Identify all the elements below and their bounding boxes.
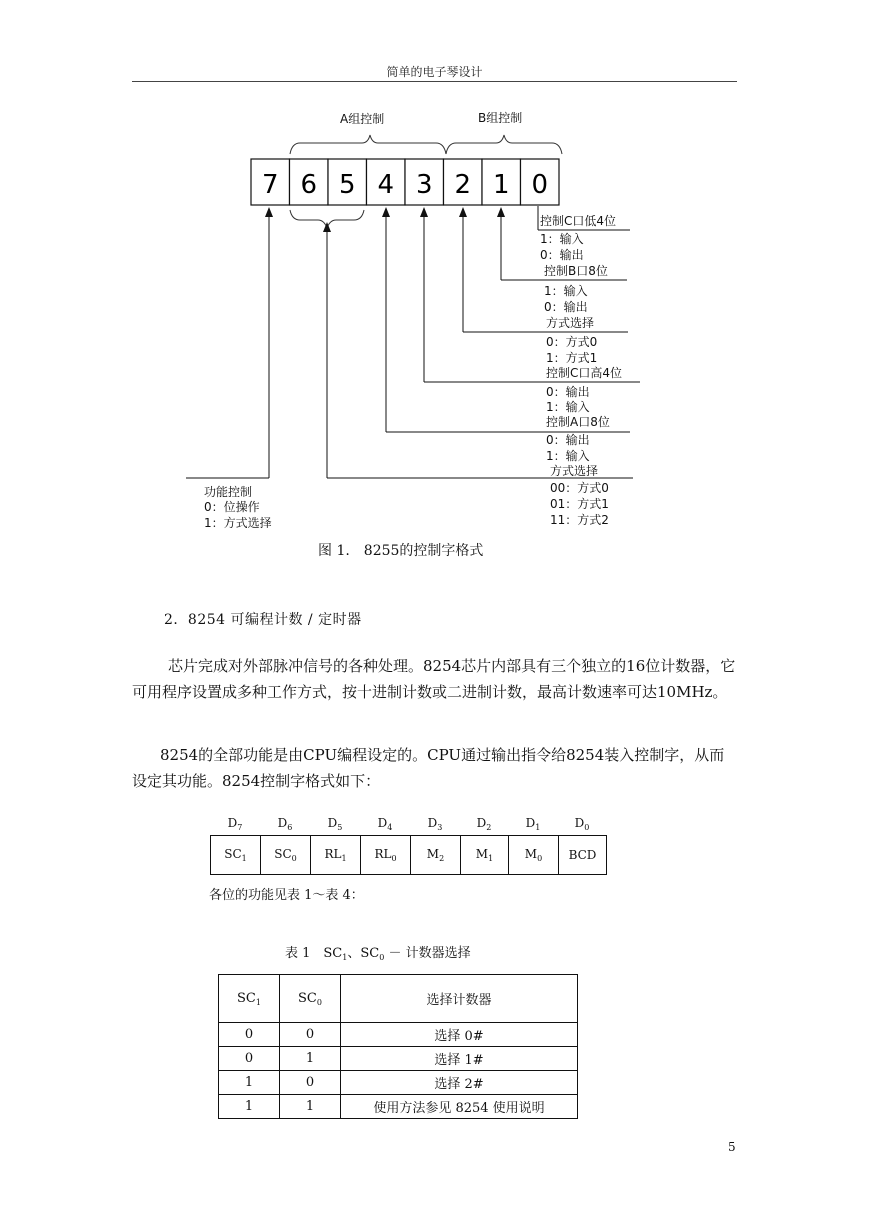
- table1-cell-sc0: 0: [280, 1023, 341, 1047]
- table1-counter-select: [218, 974, 578, 1119]
- paragraph-2: 8254的全部功能是由CPU编程设定的。CPU通过输出指令给8254装入控制字，从而设定其功能。8254控制字格式如下：: [132, 746, 725, 790]
- annotation-mode_b-1: 0：方式0: [546, 335, 598, 349]
- cw-cell-sc1: $SC_1$: [211, 836, 261, 875]
- table-row: [219, 1023, 578, 1047]
- bit-label-0: 0: [531, 170, 549, 200]
- bit-label-3: 3: [415, 170, 433, 200]
- table1-cell-sc0: 1: [280, 1095, 341, 1119]
- annotation-func-0: 功能控制: [204, 485, 253, 499]
- annotation-c_high-0: 控制C口高4位: [546, 366, 623, 380]
- table1-cell-desc: 选择 0#: [341, 1023, 578, 1047]
- table1-cell-desc: 选择 2#: [341, 1071, 578, 1095]
- cw-header-d4: $D_4$: [377, 816, 393, 832]
- cw-cell-sc0: $SC_0$: [261, 836, 311, 875]
- cw-header-d1: $D_1$: [525, 816, 541, 832]
- figure-8255-control-word: [0, 0, 869, 560]
- group-a-label: A组控制: [340, 112, 385, 126]
- table1-caption: 表 1 $SC_1$、$SC_0$ － 计数器选择: [285, 946, 471, 962]
- bit-label-6: 6: [300, 170, 318, 200]
- table-row: [219, 1095, 578, 1119]
- table-row: [219, 1047, 578, 1071]
- table1-cell-sc0: 1: [280, 1047, 341, 1071]
- annotation-a_8bit-2: 1：输入: [546, 449, 590, 463]
- cw-header-d5: $D_5$: [327, 816, 343, 832]
- table-reference-note: 各位的功能见表 1～表 4：: [209, 888, 364, 903]
- page-header-title: 简单的电子琴设计: [386, 65, 483, 79]
- annotation-c_low-1: 1：输入: [540, 232, 584, 246]
- cw-cell-m1: $M_1$: [461, 836, 509, 875]
- annotation-func-1: 0：位操作: [204, 500, 260, 514]
- annotation-mode_b-2: 1：方式1: [546, 351, 598, 365]
- annotation-mode_a-0: 方式选择: [550, 464, 599, 478]
- control-word-format: [210, 813, 607, 875]
- cw-header-d7: $D_7$: [227, 816, 243, 832]
- annotation-b_8bit-1: 1：输入: [544, 284, 588, 298]
- table1-head-select: 选择计数器: [341, 975, 578, 1023]
- annotation-b_8bit-0: 控制B口8位: [544, 264, 608, 278]
- cw-header-d0: $D_0$: [574, 816, 590, 832]
- table1-cell-sc1: 1: [219, 1095, 280, 1119]
- cw-cell-m0: $M_0$: [509, 836, 559, 875]
- group-b-label: B组控制: [478, 111, 523, 125]
- cw-cell-rl0: $RL_0$: [361, 836, 411, 875]
- figure-caption: 图 1. 8255的控制字格式: [318, 543, 484, 559]
- cw-header-d2: $D_2$: [476, 816, 492, 832]
- section-title: 2．8254 可编程计数 / 定时器: [164, 612, 362, 628]
- cw-cell-rl1: $RL_1$: [311, 836, 361, 875]
- bit-label-5: 5: [338, 170, 356, 200]
- cw-cell-m2: $M_2$: [411, 836, 461, 875]
- annotation-mode_a-3: 11：方式2: [550, 513, 609, 527]
- annotation-mode_a-1: 00：方式0: [550, 481, 609, 495]
- table-row: [219, 1071, 578, 1095]
- paragraph-1: 芯片完成对外部脉冲信号的各种处理。8254芯片内部具有三个独立的16位计数器，它可用程序设置成多种工作方式，按十进制计数或二进制计数，最高计数速率可达10MHz。: [132, 657, 736, 701]
- annotation-func-2: 1：方式选择: [204, 516, 272, 530]
- table1-head-sc1: $SC_1$: [219, 975, 280, 1023]
- bit-label-4: 4: [377, 170, 395, 200]
- annotation-c_low-2: 0：输出: [540, 248, 584, 262]
- annotation-c_low-0: 控制C口低4位: [540, 214, 617, 228]
- annotation-mode_b-0: 方式选择: [546, 316, 595, 330]
- table1-cell-sc1: 1: [219, 1071, 280, 1095]
- annotation-a_8bit-1: 0：输出: [546, 433, 590, 447]
- table1-head-sc0: $SC_0$: [280, 975, 341, 1023]
- cw-header-d3: $D_3$: [427, 816, 443, 832]
- cw-cell-bcd: BCD: [559, 836, 607, 875]
- group-b-brace: [446, 135, 562, 154]
- table1-cell-sc1: 0: [219, 1023, 280, 1047]
- annotation-a_8bit-0: 控制A口8位: [546, 415, 610, 429]
- group-a-brace: [290, 135, 446, 154]
- table1-cell-desc: 选择 1#: [341, 1047, 578, 1071]
- bit-label-2: 2: [454, 170, 472, 200]
- cw-header-d6: $D_6$: [277, 816, 293, 832]
- annotation-c_high-2: 1：输入: [546, 400, 590, 414]
- table1-cell-sc0: 0: [280, 1071, 341, 1095]
- annotation-mode_a-2: 01：方式1: [550, 497, 609, 511]
- table1-cell-desc: 使用方法参见 8254 使用说明: [341, 1095, 578, 1119]
- annotation-b_8bit-2: 0：输出: [544, 300, 588, 314]
- annotation-c_high-1: 0：输出: [546, 385, 590, 399]
- bit-label-7: 7: [261, 170, 279, 200]
- table1-cell-sc1: 0: [219, 1047, 280, 1071]
- page-number: 5: [728, 1140, 736, 1154]
- bit-label-1: 1: [492, 170, 510, 200]
